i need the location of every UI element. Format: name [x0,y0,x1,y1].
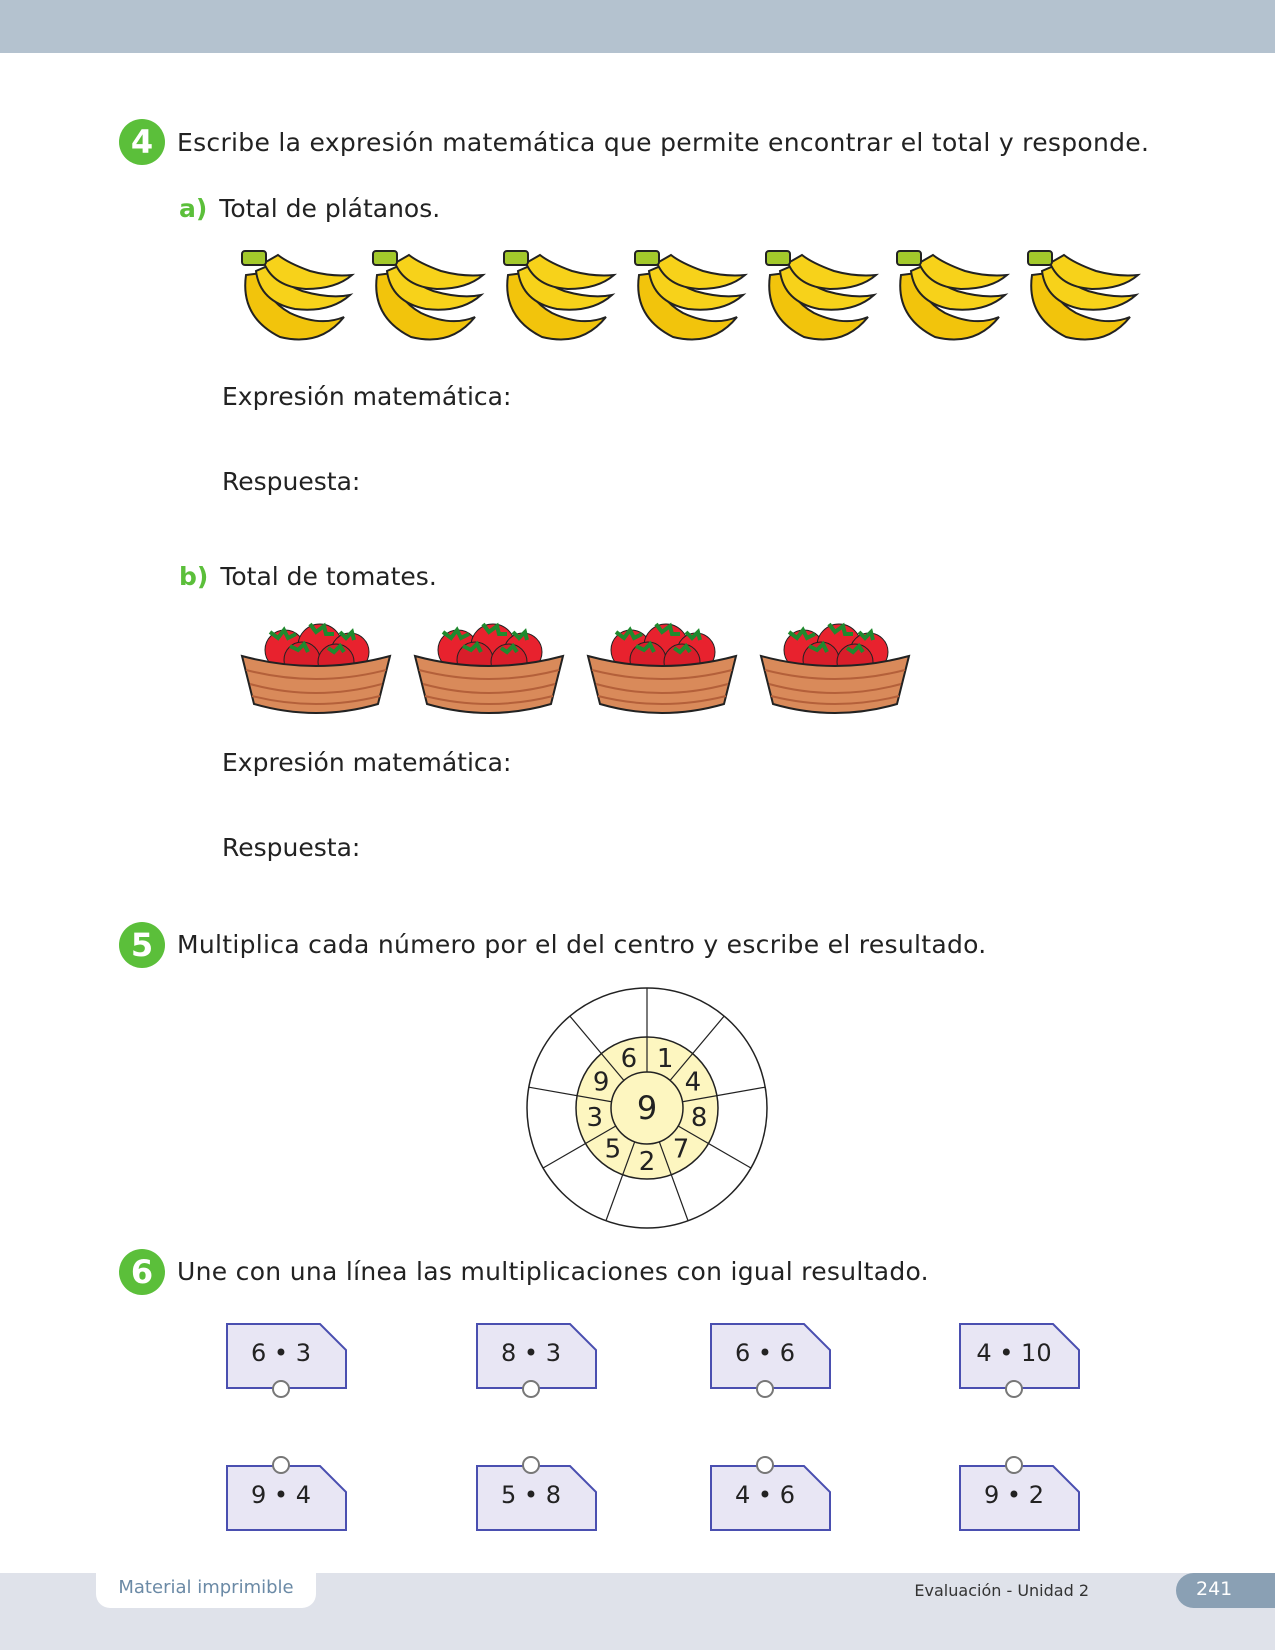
wheel-number: 6 [620,1044,638,1075]
wheel-number: 1 [656,1044,674,1075]
part-a-text: Total de plátanos. [219,194,441,223]
banana-bunch [1026,247,1142,347]
top-card[interactable] [959,1323,1080,1389]
wheel-number: 2 [638,1147,656,1177]
question-5-text: Multiplica cada número por el del centro y escribe el resultado. [177,930,987,959]
top-card[interactable] [710,1323,831,1389]
part-b-answer-label: Respuesta: [222,833,361,862]
wheel-number: 5 [604,1134,622,1165]
multiplication-wheel [524,985,770,1231]
card-expression: 8 • 3 [501,1339,561,1367]
card-expression: 9 • 2 [984,1481,1044,1509]
top-bar [0,0,1275,53]
connector-dot[interactable] [273,1381,289,1397]
card-expression: 6 • 3 [251,1339,311,1367]
connector-dot[interactable] [757,1381,773,1397]
banana-bunches [240,247,1142,347]
part-b-heading [179,562,437,591]
top-card[interactable] [476,1323,597,1389]
question-4-badge: 4 [119,119,165,165]
part-a-expression-label: Expresión matemática: [222,382,512,411]
wheel-number: 8 [690,1103,708,1134]
wheel-number: 4 [684,1067,702,1098]
connector-dot[interactable] [1006,1381,1022,1397]
tomato-basket [240,610,392,720]
wheel-number: 7 [672,1134,690,1165]
bottom-card[interactable] [959,1465,1080,1531]
footer [0,1573,1275,1650]
card-expression: 9 • 4 [251,1481,311,1509]
connector-dot[interactable] [523,1457,539,1473]
bottom-card[interactable] [226,1465,347,1531]
part-a-heading [179,194,440,223]
footer-tab: Material imprimible [96,1573,316,1608]
part-b-text: Total de tomates. [220,562,437,591]
part-b-expression-label: Expresión matemática: [222,748,512,777]
connector-dot[interactable] [757,1457,773,1473]
connector-dot[interactable] [1006,1457,1022,1473]
part-a-answer-label: Respuesta: [222,467,361,496]
top-card[interactable] [226,1323,347,1389]
card-expression: 5 • 8 [501,1481,561,1509]
card-expression: 6 • 6 [735,1339,795,1367]
question-6-badge: 6 [119,1249,165,1295]
banana-bunch [633,247,749,347]
tomato-baskets [240,610,932,720]
page-number: 241 [1176,1573,1275,1608]
part-a-letter: a) [179,194,208,223]
connector-dot[interactable] [273,1457,289,1473]
tomato-basket [586,610,738,720]
question-5-badge: 5 [119,922,165,968]
wheel-number: 9 [592,1067,610,1098]
wheel-number: 3 [586,1103,604,1134]
tomato-basket [759,610,911,720]
card-expression: 4 • 6 [735,1481,795,1509]
connector-dot[interactable] [523,1381,539,1397]
part-b-letter: b) [179,562,209,591]
bottom-card[interactable] [710,1465,831,1531]
bottom-card[interactable] [476,1465,597,1531]
question-6-text: Une con una línea las multiplicaciones con igual resultado. [177,1257,929,1286]
banana-bunch [240,247,356,347]
footer-section: Evaluación - Unidad 2 [914,1581,1089,1600]
banana-bunch [371,247,487,347]
banana-bunch [895,247,1011,347]
wheel-center-number: 9 [636,1089,658,1127]
tomato-basket [413,610,565,720]
banana-bunch [502,247,618,347]
banana-bunch [764,247,880,347]
question-4-text: Escribe la expresión matemática que permite encontrar el total y responde. [177,128,1150,157]
card-expression: 4 • 10 [976,1339,1052,1367]
